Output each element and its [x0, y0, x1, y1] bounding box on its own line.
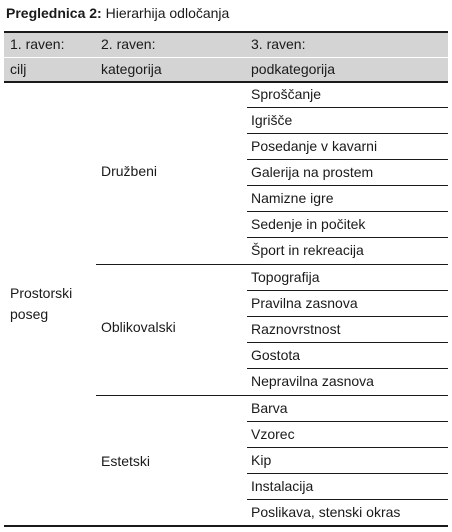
list-item: Topografija — [251, 269, 320, 285]
caption-label: Preglednica 2: — [6, 5, 102, 21]
goal-cell — [10, 283, 72, 325]
header-level-3: 3. raven: — [251, 36, 306, 52]
list-item: Poslikava, stenski okras — [251, 504, 401, 520]
list-item: Šport in rekreacija — [251, 242, 364, 258]
goal-line-1: Prostorski — [10, 285, 73, 301]
header-category: kategorija — [101, 61, 162, 77]
caption-title: Hierarhija odločanja — [101, 5, 230, 21]
list-item: Gostota — [251, 347, 301, 363]
list-item: Vzorec — [251, 426, 295, 442]
category-oblikovalski: Oblikovalski — [101, 319, 176, 335]
list-item: Instalacija — [251, 478, 314, 494]
list-item: Raznovrstnost — [251, 321, 341, 337]
list-item: Nepravilna zasnova — [251, 373, 374, 389]
table-top-rule — [4, 31, 448, 33]
list-item: Igrišče — [251, 112, 293, 128]
header-level-1: 1. raven: — [10, 36, 65, 52]
list-item: Pravilna zasnova — [251, 295, 358, 311]
header-row-level — [4, 32, 448, 57]
table-caption — [6, 4, 229, 22]
list-item: Sproščanje — [251, 86, 322, 102]
category-estetski: Estetski — [101, 453, 151, 469]
goal-line-2: poseg — [10, 306, 49, 322]
header-divider — [4, 57, 448, 58]
list-item: Kip — [251, 452, 272, 468]
header-row-type — [4, 57, 448, 81]
list-item: Barva — [251, 400, 288, 416]
table-bottom-rule — [4, 525, 448, 527]
header-goal: cilj — [10, 61, 27, 77]
category-druzbeni: Družbeni — [101, 163, 158, 179]
list-item: Posedanje v kavarni — [251, 138, 378, 154]
list-item: Namizne igre — [251, 190, 334, 206]
header-subcategory: podkategorija — [251, 61, 336, 77]
header-level-2: 2. raven: — [101, 36, 156, 52]
list-item: Galerija na prostem — [251, 164, 374, 180]
list-item: Sedenje in počitek — [251, 216, 366, 232]
